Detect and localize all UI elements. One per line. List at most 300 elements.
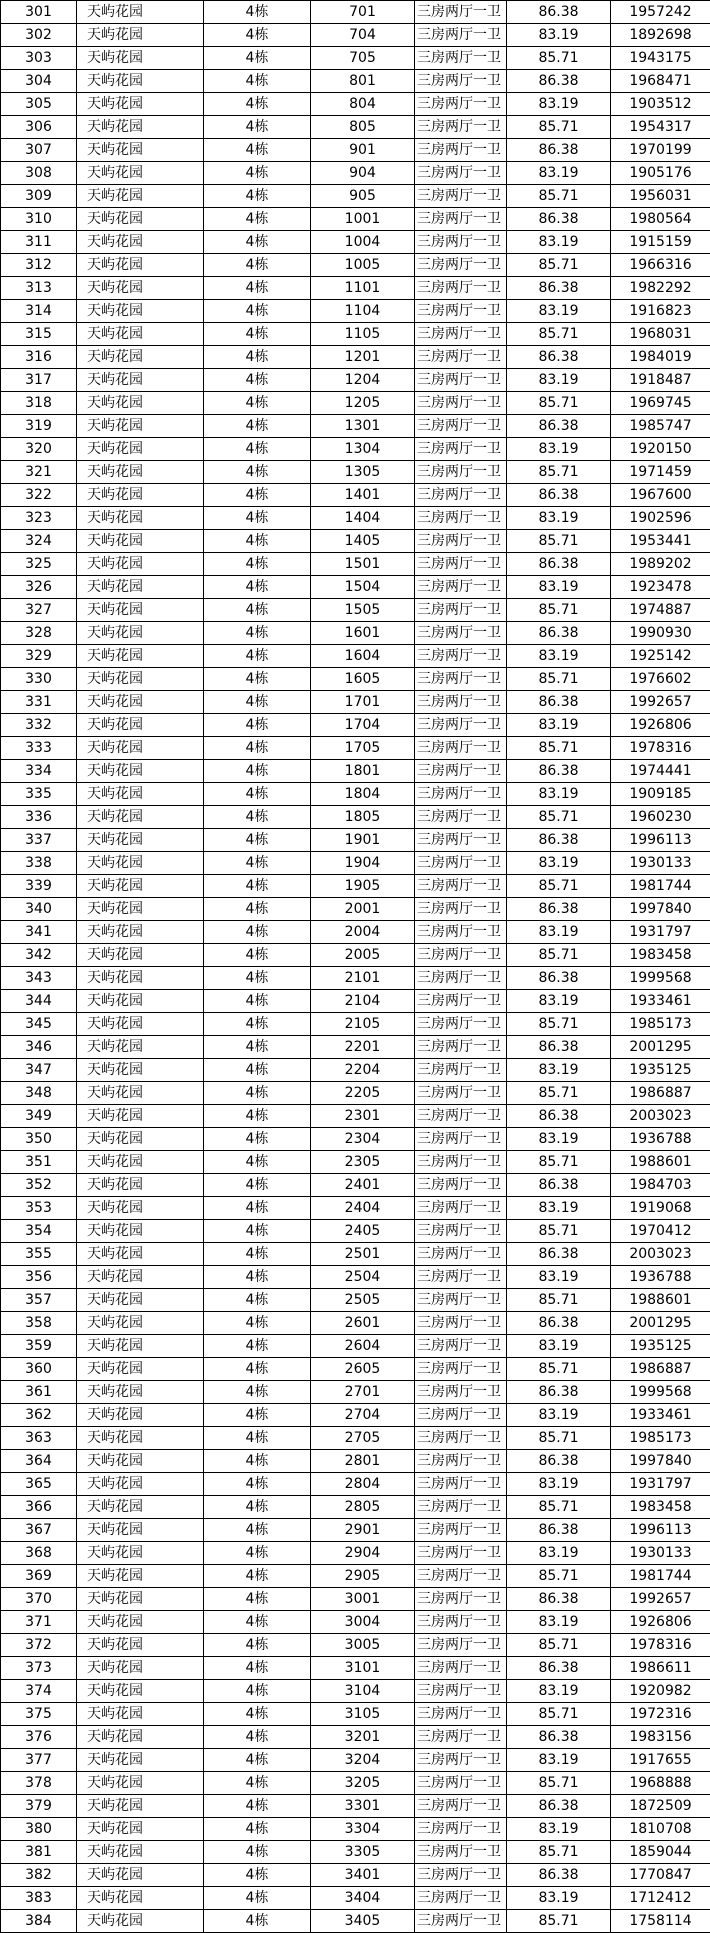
total-price-cell: 1930133 (611, 1542, 710, 1565)
building-cell: 4栋 (204, 553, 311, 576)
row-number-cell: 334 (1, 760, 77, 783)
row-number-cell: 303 (1, 47, 77, 70)
unit-number-cell: 3405 (311, 1910, 415, 1933)
building-cell: 4栋 (204, 369, 311, 392)
project-name-cell: 天屿花园 (77, 576, 204, 599)
unit-type-cell: 三房两厅一卫 (415, 1427, 507, 1450)
unit-number-cell: 3304 (311, 1818, 415, 1841)
project-name-cell: 天屿花园 (77, 760, 204, 783)
building-cell: 4栋 (204, 1151, 311, 1174)
row-number-cell: 315 (1, 323, 77, 346)
row-number-cell: 370 (1, 1588, 77, 1611)
area-cell: 85.71 (507, 1151, 611, 1174)
row-number-cell: 345 (1, 1013, 77, 1036)
table-row (1, 1611, 710, 1634)
unit-type-cell: 三房两厅一卫 (415, 1818, 507, 1841)
total-price-cell: 1926806 (611, 1611, 710, 1634)
table-row (1, 1519, 710, 1542)
project-name-cell: 天屿花园 (77, 185, 204, 208)
unit-type-cell: 三房两厅一卫 (415, 1289, 507, 1312)
unit-number-cell: 2605 (311, 1358, 415, 1381)
unit-type-cell: 三房两厅一卫 (415, 1680, 507, 1703)
building-cell: 4栋 (204, 898, 311, 921)
unit-number-cell: 2001 (311, 898, 415, 921)
table-row (1, 668, 710, 691)
table-row (1, 1059, 710, 1082)
total-price-cell: 1931797 (611, 1473, 710, 1496)
building-cell: 4栋 (204, 162, 311, 185)
building-cell: 4栋 (204, 1, 311, 24)
table-row (1, 93, 710, 116)
project-name-cell: 天屿花园 (77, 1519, 204, 1542)
unit-type-cell: 三房两厅一卫 (415, 1542, 507, 1565)
total-price-cell: 1960230 (611, 806, 710, 829)
unit-type-cell: 三房两厅一卫 (415, 1772, 507, 1795)
unit-type-cell: 三房两厅一卫 (415, 70, 507, 93)
area-cell: 83.19 (507, 645, 611, 668)
total-price-cell: 1980564 (611, 208, 710, 231)
project-name-cell: 天屿花园 (77, 1128, 204, 1151)
total-price-cell: 2003023 (611, 1105, 710, 1128)
project-name-cell: 天屿花园 (77, 231, 204, 254)
area-cell: 83.19 (507, 93, 611, 116)
unit-type-cell: 三房两厅一卫 (415, 93, 507, 116)
area-cell: 85.71 (507, 1496, 611, 1519)
row-number-cell: 340 (1, 898, 77, 921)
building-cell: 4栋 (204, 829, 311, 852)
unit-number-cell: 2304 (311, 1128, 415, 1151)
area-cell: 85.71 (507, 1082, 611, 1105)
unit-number-cell: 2504 (311, 1266, 415, 1289)
area-cell: 85.71 (507, 185, 611, 208)
unit-number-cell: 2704 (311, 1404, 415, 1427)
area-cell: 85.71 (507, 1013, 611, 1036)
table-row (1, 1243, 710, 1266)
unit-number-cell: 3401 (311, 1864, 415, 1887)
building-cell: 4栋 (204, 1174, 311, 1197)
total-price-cell: 1935125 (611, 1335, 710, 1358)
table-row (1, 1841, 710, 1864)
unit-type-cell: 三房两厅一卫 (415, 208, 507, 231)
project-name-cell: 天屿花园 (77, 1105, 204, 1128)
building-cell: 4栋 (204, 1910, 311, 1933)
row-number-cell: 362 (1, 1404, 77, 1427)
table-row (1, 1381, 710, 1404)
building-cell: 4栋 (204, 93, 311, 116)
unit-type-cell: 三房两厅一卫 (415, 990, 507, 1013)
unit-number-cell: 1301 (311, 415, 415, 438)
row-number-cell: 323 (1, 507, 77, 530)
project-name-cell: 天屿花园 (77, 1266, 204, 1289)
area-cell: 85.71 (507, 944, 611, 967)
table-row (1, 1703, 710, 1726)
area-cell: 86.38 (507, 139, 611, 162)
unit-number-cell: 2005 (311, 944, 415, 967)
area-cell: 83.19 (507, 300, 611, 323)
row-number-cell: 321 (1, 461, 77, 484)
project-name-cell: 天屿花园 (77, 1335, 204, 1358)
row-number-cell: 363 (1, 1427, 77, 1450)
total-price-cell: 1992657 (611, 1588, 710, 1611)
unit-number-cell: 1905 (311, 875, 415, 898)
project-name-cell: 天屿花园 (77, 737, 204, 760)
building-cell: 4栋 (204, 392, 311, 415)
row-number-cell: 344 (1, 990, 77, 1013)
project-name-cell: 天屿花园 (77, 1496, 204, 1519)
total-price-cell: 1990930 (611, 622, 710, 645)
total-price-cell: 1969745 (611, 392, 710, 415)
unit-type-cell: 三房两厅一卫 (415, 1634, 507, 1657)
unit-number-cell: 2101 (311, 967, 415, 990)
area-cell: 83.19 (507, 852, 611, 875)
total-price-cell: 1930133 (611, 852, 710, 875)
building-cell: 4栋 (204, 852, 311, 875)
unit-number-cell: 901 (311, 139, 415, 162)
area-cell: 83.19 (507, 1749, 611, 1772)
building-cell: 4栋 (204, 1404, 311, 1427)
area-cell: 85.71 (507, 737, 611, 760)
unit-type-cell: 三房两厅一卫 (415, 576, 507, 599)
building-cell: 4栋 (204, 668, 311, 691)
building-cell: 4栋 (204, 47, 311, 70)
row-number-cell: 343 (1, 967, 77, 990)
table-row (1, 1335, 710, 1358)
unit-number-cell: 1901 (311, 829, 415, 852)
table-row (1, 1542, 710, 1565)
unit-type-cell: 三房两厅一卫 (415, 1864, 507, 1887)
area-cell: 83.19 (507, 231, 611, 254)
total-price-cell: 1989202 (611, 553, 710, 576)
table-row (1, 1588, 710, 1611)
unit-type-cell: 三房两厅一卫 (415, 415, 507, 438)
project-name-cell: 天屿花园 (77, 346, 204, 369)
total-price-cell: 1954317 (611, 116, 710, 139)
area-cell: 86.38 (507, 829, 611, 852)
unit-number-cell: 2004 (311, 921, 415, 944)
table-row (1, 369, 710, 392)
unit-type-cell: 三房两厅一卫 (415, 1726, 507, 1749)
project-name-cell: 天屿花园 (77, 1749, 204, 1772)
building-cell: 4栋 (204, 645, 311, 668)
unit-number-cell: 1305 (311, 461, 415, 484)
table-row (1, 898, 710, 921)
project-name-cell: 天屿花园 (77, 1680, 204, 1703)
row-number-cell: 326 (1, 576, 77, 599)
total-price-cell: 1905176 (611, 162, 710, 185)
unit-number-cell: 1004 (311, 231, 415, 254)
unit-type-cell: 三房两厅一卫 (415, 1335, 507, 1358)
unit-number-cell: 3204 (311, 1749, 415, 1772)
area-cell: 83.19 (507, 1473, 611, 1496)
building-cell: 4栋 (204, 438, 311, 461)
project-name-cell: 天屿花园 (77, 1542, 204, 1565)
building-cell: 4栋 (204, 1864, 311, 1887)
total-price-cell: 1976602 (611, 668, 710, 691)
unit-number-cell: 1504 (311, 576, 415, 599)
unit-type-cell: 三房两厅一卫 (415, 852, 507, 875)
unit-type-cell: 三房两厅一卫 (415, 1, 507, 24)
building-cell: 4栋 (204, 1818, 311, 1841)
building-cell: 4栋 (204, 139, 311, 162)
project-name-cell: 天屿花园 (77, 1013, 204, 1036)
area-cell: 85.71 (507, 599, 611, 622)
row-number-cell: 367 (1, 1519, 77, 1542)
unit-type-cell: 三房两厅一卫 (415, 1381, 507, 1404)
unit-type-cell: 三房两厅一卫 (415, 116, 507, 139)
table-row (1, 1680, 710, 1703)
building-cell: 4栋 (204, 1312, 311, 1335)
row-number-cell: 320 (1, 438, 77, 461)
area-cell: 86.38 (507, 1864, 611, 1887)
area-cell: 86.38 (507, 484, 611, 507)
unit-number-cell: 3101 (311, 1657, 415, 1680)
area-cell: 86.38 (507, 553, 611, 576)
total-price-cell: 1972316 (611, 1703, 710, 1726)
building-cell: 4栋 (204, 208, 311, 231)
table-row (1, 1818, 710, 1841)
project-name-cell: 天屿花园 (77, 254, 204, 277)
unit-type-cell: 三房两厅一卫 (415, 1105, 507, 1128)
row-number-cell: 310 (1, 208, 77, 231)
building-cell: 4栋 (204, 737, 311, 760)
unit-number-cell: 1401 (311, 484, 415, 507)
project-name-cell: 天屿花园 (77, 24, 204, 47)
row-number-cell: 316 (1, 346, 77, 369)
unit-number-cell: 1501 (311, 553, 415, 576)
total-price-cell: 1981744 (611, 875, 710, 898)
project-name-cell: 天屿花园 (77, 1772, 204, 1795)
unit-number-cell: 2401 (311, 1174, 415, 1197)
total-price-cell: 1983458 (611, 944, 710, 967)
area-cell: 86.38 (507, 1519, 611, 1542)
row-number-cell: 327 (1, 599, 77, 622)
table-row (1, 277, 710, 300)
row-number-cell: 336 (1, 806, 77, 829)
row-number-cell: 306 (1, 116, 77, 139)
area-cell: 85.71 (507, 1358, 611, 1381)
row-number-cell: 383 (1, 1887, 77, 1910)
building-cell: 4栋 (204, 1105, 311, 1128)
row-number-cell: 376 (1, 1726, 77, 1749)
total-price-cell: 1933461 (611, 990, 710, 1013)
row-number-cell: 384 (1, 1910, 77, 1933)
unit-number-cell: 2501 (311, 1243, 415, 1266)
building-cell: 4栋 (204, 1381, 311, 1404)
area-cell: 85.71 (507, 1910, 611, 1933)
total-price-cell: 1988601 (611, 1151, 710, 1174)
total-price-cell: 1992657 (611, 691, 710, 714)
area-cell: 86.38 (507, 1, 611, 24)
area-cell: 86.38 (507, 691, 611, 714)
project-name-cell: 天屿花园 (77, 990, 204, 1013)
table-row (1, 254, 710, 277)
unit-type-cell: 三房两厅一卫 (415, 1450, 507, 1473)
table-row (1, 875, 710, 898)
area-cell: 85.71 (507, 1772, 611, 1795)
table-row (1, 576, 710, 599)
area-cell: 86.38 (507, 1795, 611, 1818)
row-number-cell: 309 (1, 185, 77, 208)
area-cell: 86.38 (507, 1726, 611, 1749)
unit-type-cell: 三房两厅一卫 (415, 1795, 507, 1818)
area-cell: 86.38 (507, 1312, 611, 1335)
project-name-cell: 天屿花园 (77, 1611, 204, 1634)
area-cell: 86.38 (507, 1036, 611, 1059)
project-name-cell: 天屿花园 (77, 1565, 204, 1588)
row-number-cell: 332 (1, 714, 77, 737)
building-cell: 4栋 (204, 231, 311, 254)
row-number-cell: 382 (1, 1864, 77, 1887)
building-cell: 4栋 (204, 576, 311, 599)
total-price-cell: 1968471 (611, 70, 710, 93)
total-price-cell: 1974441 (611, 760, 710, 783)
unit-number-cell: 1101 (311, 277, 415, 300)
total-price-cell: 1917655 (611, 1749, 710, 1772)
area-cell: 85.71 (507, 323, 611, 346)
area-cell: 83.19 (507, 507, 611, 530)
building-cell: 4栋 (204, 1519, 311, 1542)
total-price-cell: 1909185 (611, 783, 710, 806)
area-cell: 83.19 (507, 1335, 611, 1358)
unit-type-cell: 三房两厅一卫 (415, 1128, 507, 1151)
total-price-cell: 1985173 (611, 1427, 710, 1450)
building-cell: 4栋 (204, 1266, 311, 1289)
row-number-cell: 328 (1, 622, 77, 645)
unit-type-cell: 三房两厅一卫 (415, 139, 507, 162)
building-cell: 4栋 (204, 622, 311, 645)
unit-number-cell: 2205 (311, 1082, 415, 1105)
area-cell: 85.71 (507, 1427, 611, 1450)
unit-type-cell: 三房两厅一卫 (415, 24, 507, 47)
table-row (1, 1128, 710, 1151)
project-name-cell: 天屿花园 (77, 70, 204, 93)
unit-number-cell: 2105 (311, 1013, 415, 1036)
area-cell: 83.19 (507, 990, 611, 1013)
building-cell: 4栋 (204, 599, 311, 622)
unit-type-cell: 三房两厅一卫 (415, 1197, 507, 1220)
project-name-cell: 天屿花园 (77, 530, 204, 553)
building-cell: 4栋 (204, 1473, 311, 1496)
unit-number-cell: 3004 (311, 1611, 415, 1634)
unit-type-cell: 三房两厅一卫 (415, 507, 507, 530)
area-cell: 85.71 (507, 254, 611, 277)
project-name-cell: 天屿花园 (77, 898, 204, 921)
row-number-cell: 341 (1, 921, 77, 944)
unit-type-cell: 三房两厅一卫 (415, 1059, 507, 1082)
building-cell: 4栋 (204, 277, 311, 300)
unit-number-cell: 1604 (311, 645, 415, 668)
row-number-cell: 375 (1, 1703, 77, 1726)
row-number-cell: 348 (1, 1082, 77, 1105)
area-cell: 85.71 (507, 1841, 611, 1864)
unit-number-cell: 1205 (311, 392, 415, 415)
total-price-cell: 1957242 (611, 1, 710, 24)
area-cell: 83.19 (507, 1266, 611, 1289)
area-cell: 83.19 (507, 1128, 611, 1151)
project-name-cell: 天屿花园 (77, 829, 204, 852)
row-number-cell: 333 (1, 737, 77, 760)
project-name-cell: 天屿花园 (77, 1657, 204, 1680)
table-row (1, 1427, 710, 1450)
project-name-cell: 天屿花园 (77, 1910, 204, 1933)
unit-type-cell: 三房两厅一卫 (415, 1703, 507, 1726)
table-row (1, 231, 710, 254)
unit-number-cell: 1701 (311, 691, 415, 714)
total-price-cell: 1859044 (611, 1841, 710, 1864)
table-row (1, 714, 710, 737)
row-number-cell: 365 (1, 1473, 77, 1496)
project-name-cell: 天屿花园 (77, 208, 204, 231)
unit-number-cell: 1505 (311, 599, 415, 622)
row-number-cell: 353 (1, 1197, 77, 1220)
row-number-cell: 305 (1, 93, 77, 116)
row-number-cell: 301 (1, 1, 77, 24)
unit-type-cell: 三房两厅一卫 (415, 921, 507, 944)
project-name-cell: 天屿花园 (77, 1864, 204, 1887)
total-price-cell: 1943175 (611, 47, 710, 70)
unit-type-cell: 三房两厅一卫 (415, 323, 507, 346)
project-name-cell: 天屿花园 (77, 645, 204, 668)
table-row (1, 438, 710, 461)
project-name-cell: 天屿花园 (77, 1312, 204, 1335)
unit-number-cell: 3404 (311, 1887, 415, 1910)
unit-type-cell: 三房两厅一卫 (415, 714, 507, 737)
row-number-cell: 361 (1, 1381, 77, 1404)
table-row (1, 553, 710, 576)
table-row (1, 1657, 710, 1680)
table-row (1, 1151, 710, 1174)
table-row (1, 760, 710, 783)
building-cell: 4栋 (204, 1128, 311, 1151)
table-row (1, 1105, 710, 1128)
row-number-cell: 346 (1, 1036, 77, 1059)
project-name-cell: 天屿花园 (77, 806, 204, 829)
unit-number-cell: 2104 (311, 990, 415, 1013)
project-name-cell: 天屿花园 (77, 277, 204, 300)
unit-number-cell: 805 (311, 116, 415, 139)
unit-type-cell: 三房两厅一卫 (415, 1036, 507, 1059)
table-row (1, 185, 710, 208)
table-row (1, 1473, 710, 1496)
total-price-cell: 1982292 (611, 277, 710, 300)
unit-number-cell: 904 (311, 162, 415, 185)
project-name-cell: 天屿花园 (77, 392, 204, 415)
row-number-cell: 325 (1, 553, 77, 576)
row-number-cell: 319 (1, 415, 77, 438)
unit-number-cell: 2601 (311, 1312, 415, 1335)
project-name-cell: 天屿花园 (77, 1220, 204, 1243)
area-cell: 86.38 (507, 1588, 611, 1611)
total-price-cell: 1984019 (611, 346, 710, 369)
building-cell: 4栋 (204, 1588, 311, 1611)
row-number-cell: 335 (1, 783, 77, 806)
unit-number-cell: 2505 (311, 1289, 415, 1312)
unit-number-cell: 3201 (311, 1726, 415, 1749)
building-cell: 4栋 (204, 1243, 311, 1266)
building-cell: 4栋 (204, 254, 311, 277)
unit-number-cell: 2404 (311, 1197, 415, 1220)
unit-number-cell: 1904 (311, 852, 415, 875)
building-cell: 4栋 (204, 346, 311, 369)
table-row (1, 1634, 710, 1657)
area-cell: 86.38 (507, 1450, 611, 1473)
project-name-cell: 天屿花园 (77, 1381, 204, 1404)
table-row (1, 300, 710, 323)
total-price-cell: 1999568 (611, 967, 710, 990)
building-cell: 4栋 (204, 921, 311, 944)
unit-number-cell: 1405 (311, 530, 415, 553)
project-name-cell: 天屿花园 (77, 507, 204, 530)
